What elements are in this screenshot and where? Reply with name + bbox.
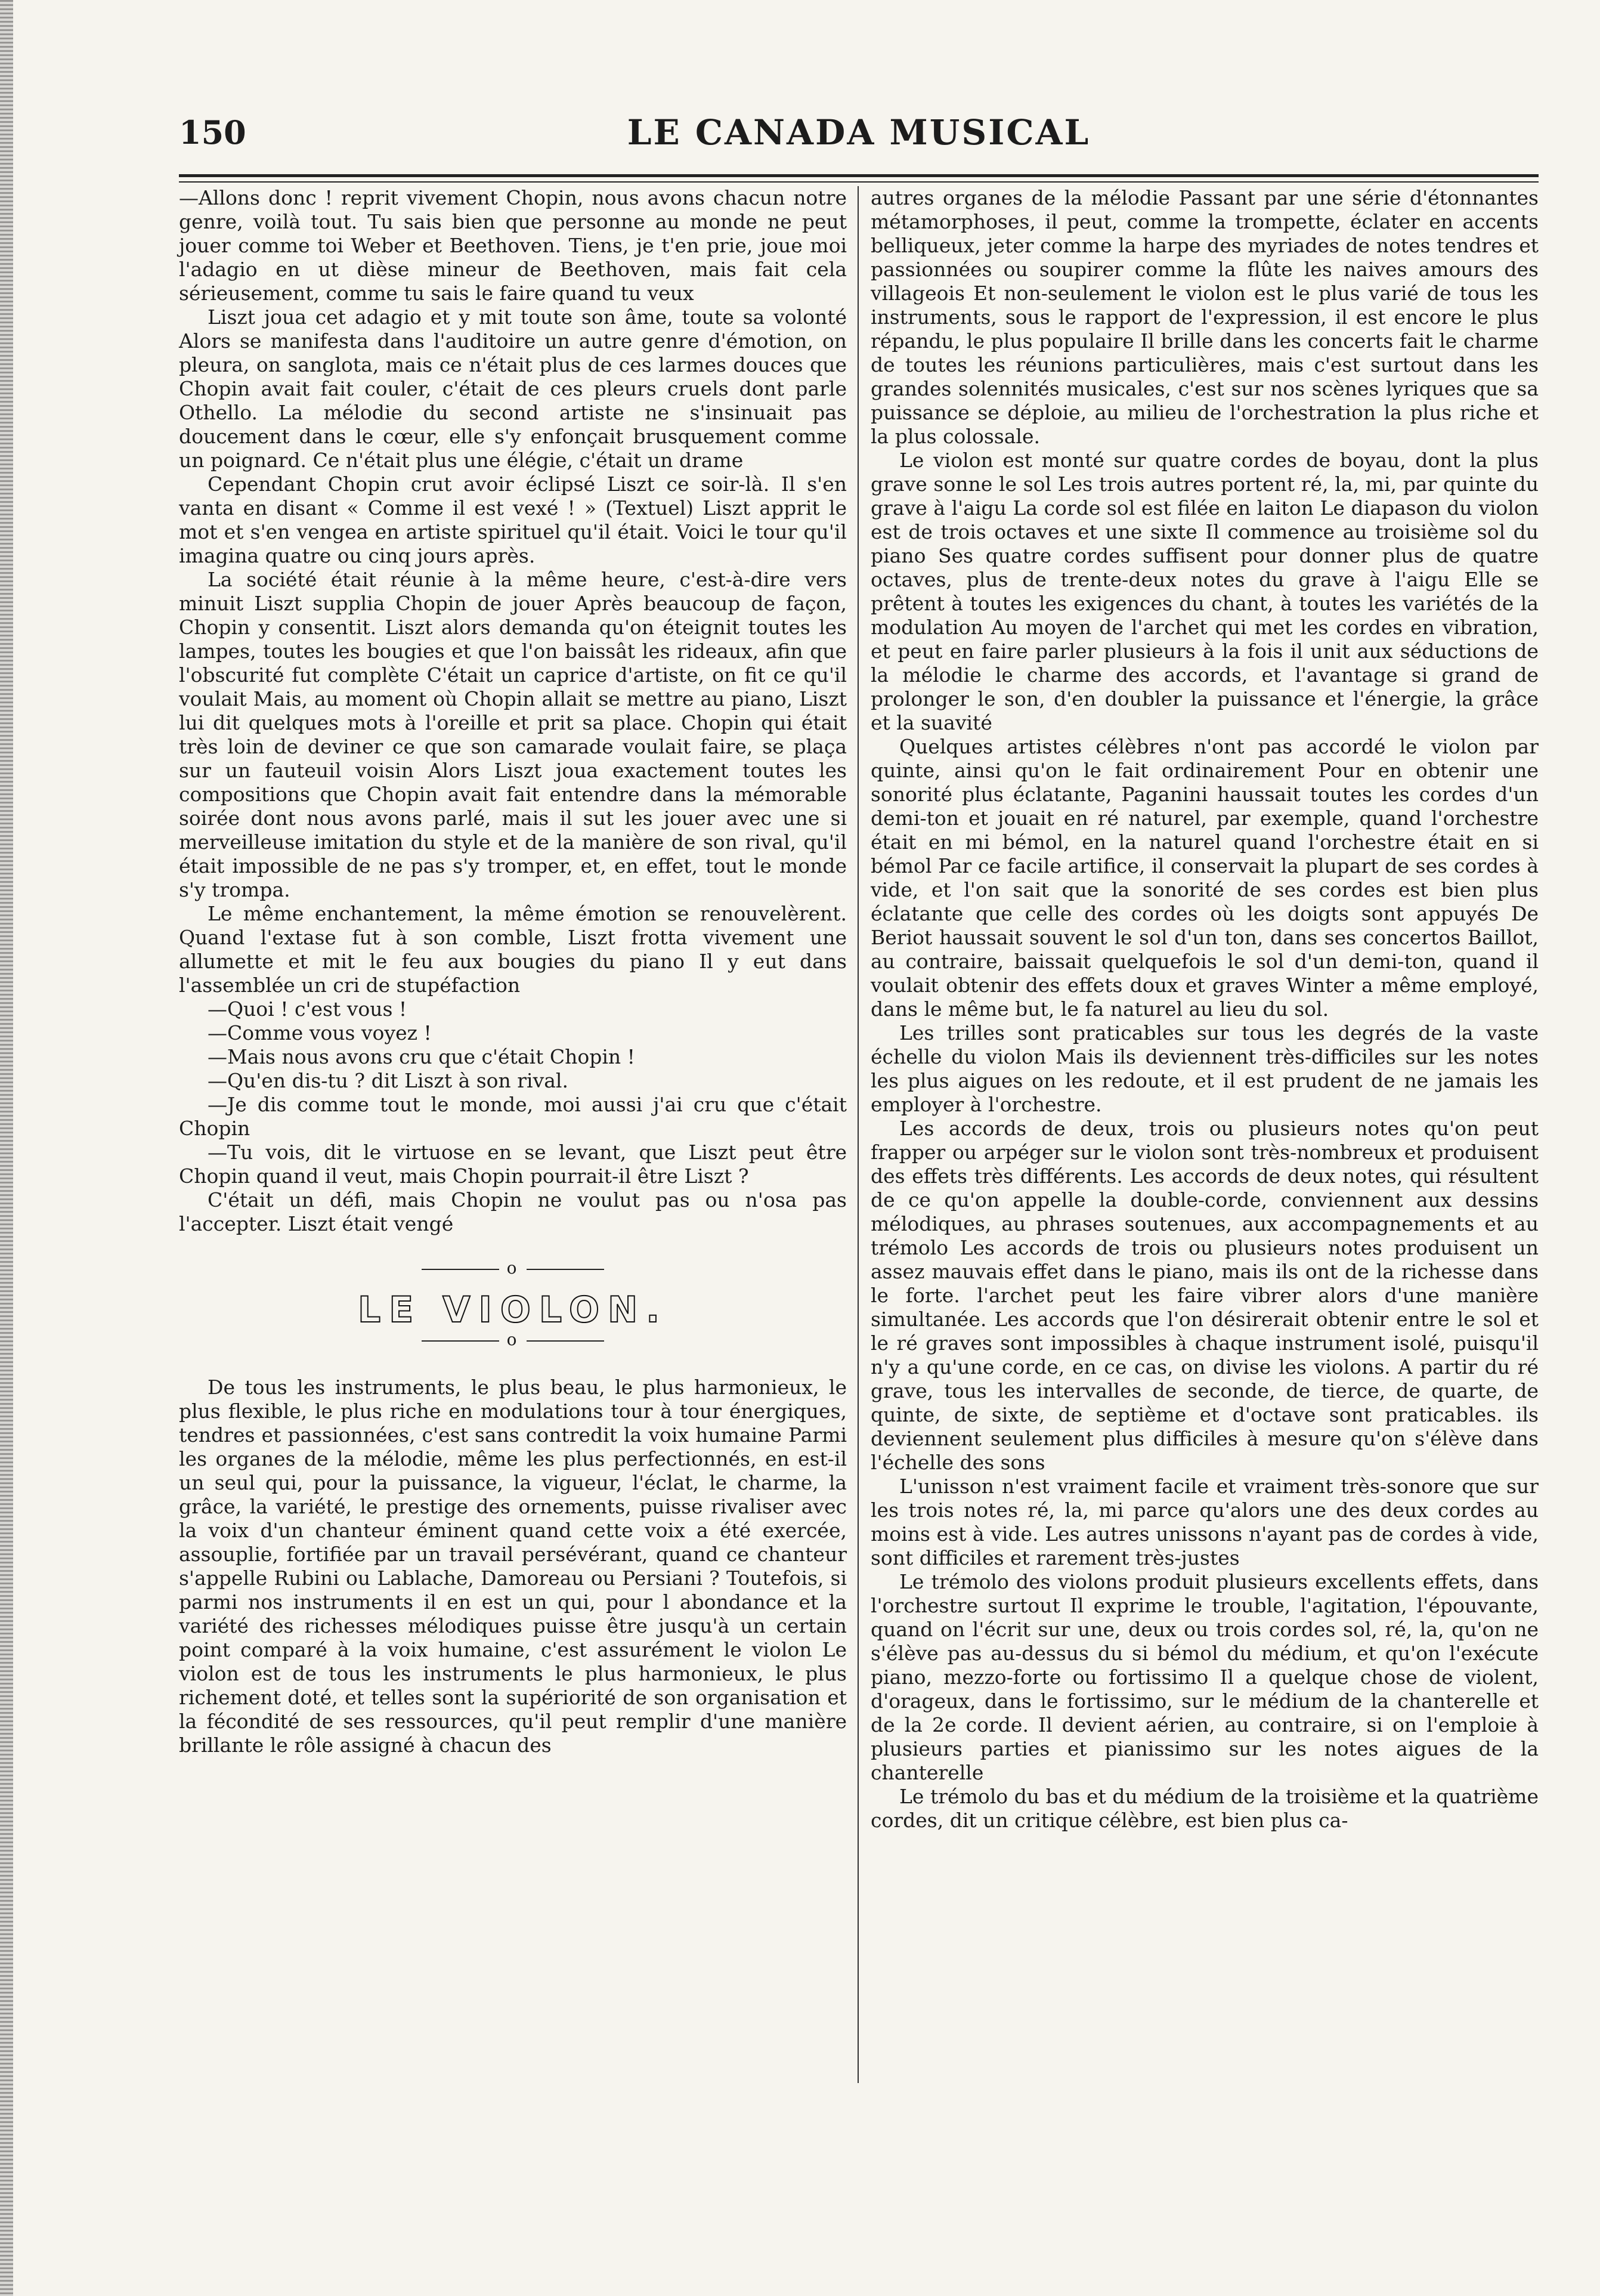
- dialogue-line: —Je dis comme tout le monde, moi aussi j'ai cru que c'était Chopin: [179, 1093, 847, 1140]
- section-title: LE VIOLON.: [358, 1289, 668, 1331]
- dialogue-line: —Quoi ! c'est vous !: [208, 997, 407, 1021]
- paragraph: Le trémolo du bas et du médium de la troisième et la quatrième cordes, dit un critique célèbre, est bien plus ca-: [871, 1785, 1539, 1832]
- header-rule: [179, 174, 1539, 177]
- paragraph: Cependant Chopin crut avoir éclipsé Liszt ce soir-là. Il s'en vanta en disant « Comme il est vexé ! » (Textuel) Liszt apprit le mot et s'en vengea en artiste spirituel qu'il était. Voici le tour qu'il imagina quatre ou cinq jours après.: [179, 472, 847, 567]
- paragraph: Quelques artistes célèbres n'ont pas accordé le violon par quinte, ainsi qu'on le fait ordinairement Pour en obtenir une sonorité plus éclatante, Paganini haussait toutes les cordes d'un demi-ton et jouait en ré naturel, par exemple, quand l'orchestre était en mi bémol, en la naturel quand l'orchestre était en si bémol Par ce facile artifice, il conservait la plupart de ses cordes à vide, et l'on sait que la sonorité de ses cordes est bien plus éclatante que celle des cordes où les doigts sont appuyés De Beriot haussait souvent le sol d'un ton, dans ses concertos Baillot, au contraire, baissait quelquefois le sol d'un demi-ton, quand il voulait obtenir des effets doux et graves Winter a même employé, dans le même but, le fa naturel au lieu du sol.: [871, 735, 1539, 1021]
- paragraph: Le trémolo des violons produit plusieurs excellents effets, dans l'orchestre surtout Il exprime le trouble, l'agitation, l'épouvante, quand on l'écrit sur une, deux ou trois cordes sol, ré, la, qu'on ne s'élève pas au-dessus du si bémol du médium, et qu'on l'exécute piano, mezzo-forte ou fortissimo Il a quelque chose de violent, d'orageux, dans le fortissimo, sur le médium de la chanterelle et de la 2e corde. Il devient aérien, au contraire, si on l'emploie à plusieurs parties et pianissimo sur les notes aigues de la chanterelle: [871, 1570, 1539, 1784]
- page-number: 150: [179, 113, 246, 152]
- right-column: [871, 186, 1539, 1833]
- closing-paragraph: C'était un défi, mais Chopin ne voulut pas ou n'osa pas l'accepter. Liszt était vengé: [179, 1188, 847, 1235]
- ornament-mark: o: [506, 1330, 519, 1349]
- section-ornament: [179, 1256, 847, 1280]
- paragraph: —Allons donc ! reprit vivement Chopin, nous avons chacun notre genre, voilà tout. Tu sais bien que personne au monde ne peut jouer comme toi Weber et Beethoven. Tiens, je t'en prie, joue moi l'adagio en ut dièse mineur de Beethoven, mais fait cela sérieusement, comme tu sais le faire quand tu veux: [179, 186, 847, 305]
- paragraph: Les trilles sont praticables sur tous les degrés de la vaste échelle du violon Mais ils deviennent très-difficiles sur les notes les plus aigues on les redoute, et il est prudent de ne jamais les employer à l'orchestre.: [871, 1021, 1539, 1116]
- binding-edge: [0, 0, 13, 2296]
- paragraph: autres organes de la mélodie Passant par une série d'étonnantes métamorphoses, il peut, comme la trompette, éclater en accents belliqueux, jeter comme la harpe des myriades de notes tendres et passionnées ou soupirer comme la flûte les naives amours des villageois Et non-seulement le violon est le plus varié de tous les instruments, sous le rapport de l'expression, il est encore le plus répandu, le plus populaire Il brille dans les concerts fait le charme de toutes les réunions particulières, mais c'est surtout dans les grandes solennités musicales, c'est sur nos scènes lyriques que sa puissance se déploie, au milieu de l'orchestration la plus riche et la plus colossale.: [871, 186, 1539, 448]
- left-column: [179, 186, 847, 1757]
- paragraph: Le même enchantement, la même émotion se renouvelèrent. Quand l'extase fut à son comble, Liszt frotta vivement une allumette et mit le feu aux bougies du piano Il y eut dans l'assemblée un cri de stupéfaction: [179, 902, 847, 997]
- section-ornament: [179, 1328, 847, 1352]
- dialogue-line: —Qu'en dis-tu ? dit Liszt à son rival.: [208, 1069, 568, 1092]
- paragraph: Liszt joua cet adagio et y mit toute son âme, toute sa volonté Alors se manifesta dans l'auditoire un autre genre d'émotion, on pleura, on sanglota, mais ce n'était plus de ces larmes douces que Chopin avait fait couler, c'était de ces pleurs cruels dont parle Othello. La mélodie du second artiste ne s'insinuait pas doucement dans le cœur, elle s'y enfonçait brusquement comme un poignard. Ce n'était plus une élégie, c'était un drame: [179, 305, 847, 472]
- paragraph: Le violon est monté sur quatre cordes de boyau, dont la plus grave sonne le sol Les trois autres portent ré, la, mi, par quinte du grave à l'aigu La corde sol est filée en laiton Le diapason du violon est de trois octaves et une sixte Il commence au troisième sol du piano Ses quatre cordes suffisent pour donner plus de quatre octaves, plus de trente-deux notes du grave à l'aigu Elle se prêtent à toutes les exigences du chant, à toutes les variétés de la modulation Au moyen de l'archet qui met les cordes en vibration, et peut en faire parler plusieurs à la fois il unit aux séductions de la mélodie le charme des accords, et l'avantage si grand de prolonger le son, d'en doubler la puissance et l'énergie, la grâce et la suavité: [871, 449, 1539, 734]
- dialogue-line: —Mais nous avons cru que c'était Chopin !: [208, 1045, 635, 1068]
- paragraph: De tous les instruments, le plus beau, le plus harmonieux, le plus flexible, le plus riche en modulations tour à tour énergiques, tendres et passionnées, c'est sans contredit la voix humaine Parmi les organes de la mélodie, même les plus perfectionnés, en est-il un seul qui, pour la puissance, la vigueur, l'éclat, le charme, la grâce, la variété, le prestige des ornements, puisse rivaliser avec la voix d'un chanteur éminent quand cette voix a été exercée, assouplie, fortifiée par un travail persévérant, quand ce chanteur s'appelle Rubini ou Lablache, Damoreau ou Persiani ? Toutefois, si parmi nos instruments il en est un qui, pour l abondance et la variété des richesses mélodiques puisse être jusqu'à un certain point comparé à la voix humaine, c'est assurément le violon Le violon est de tous les instruments le plus harmonieux, le plus richement doté, et telles sont la supériorité de son organisation et la fécondité de ses ressources, qu'il peut remplir d'une manière brillante le rôle assigné à chacun des: [179, 1376, 847, 1757]
- paragraph: L'unisson n'est vraiment facile et vraiment très-sonore que sur les trois notes ré, la, mi parce qu'alors une des deux cordes au moins est à vide. Les autres unissons n'ayant pas de cordes à vide, sont difficiles et rarement très-justes: [871, 1475, 1539, 1569]
- paragraph: La société était réunie à la même heure, c'est-à-dire vers minuit Liszt supplia Chopin de jouer Après beaucoup de façon, Chopin y consentit. Liszt alors demanda qu'on éteignit toutes les lampes, toutes les bougies et que l'on baissât les rideaux, afin que l'obscurité fut complète C'était un caprice d'artiste, on fit ce qu'il voulait Mais, au moment où Chopin allait se mettre au piano, Liszt lui dit quelques mots à l'oreille et prit sa place. Chopin qui était très loin de deviner ce que son camarade voulait faire, se plaça sur un fauteuil voisin Alors Liszt joua exactement toutes les compositions que Chopin avait fait entendre dans la mémorable soirée dont nous avons parlé, mais il sut les jouer avec une si merveilleuse imitation du style et de la manière de son rival, qu'il était impossible de ne pas s'y tromper, et, en effet, tout le monde s'y trompa.: [179, 568, 847, 901]
- dialogue-line: —Comme vous voyez !: [208, 1021, 432, 1045]
- paragraph: Les accords de deux, trois ou plusieurs notes qu'on peut frapper ou arpéger sur le violon sont très-nombreux et produisent des effets très différents. Les accords de deux notes, qui résultent de ce qu'on appelle la double-corde, conviennent aux dessins mélodiques, au phrases soutenues, aux accompagnements et au trémolo Les accords de trois ou plusieurs notes produisent un assez mauvais effet dans le piano, mais ils ont de la richesse dans le forte. l'archet peut les faire vibrer alors d'une manière simultanée. Les accords que l'on désirerait obtenir entre le sol et le ré graves sont impossibles à chaque instrument isolé, puisqu'il n'y a qu'une corde, en ce cas, on divise les violons. A partir du ré grave, tous les intervalles de seconde, de tierce, de quarte, de quinte, de sixte, de septième et d'octave sont praticables. ils deviennent seulement plus difficiles à mesure qu'on s'élève dans l'échelle des sons: [871, 1117, 1539, 1474]
- column-divider: [858, 186, 859, 2083]
- journal-title: LE CANADA MUSICAL: [627, 112, 1091, 153]
- header-rule-thin: [179, 181, 1539, 183]
- ornament-mark: o: [506, 1258, 519, 1278]
- dialogue-line: —Tu vois, dit le virtuose en se levant, que Liszt peut être Chopin quand il veut, mais Chopin pourrait-il être Liszt ?: [179, 1141, 847, 1188]
- page-header: [179, 101, 1539, 167]
